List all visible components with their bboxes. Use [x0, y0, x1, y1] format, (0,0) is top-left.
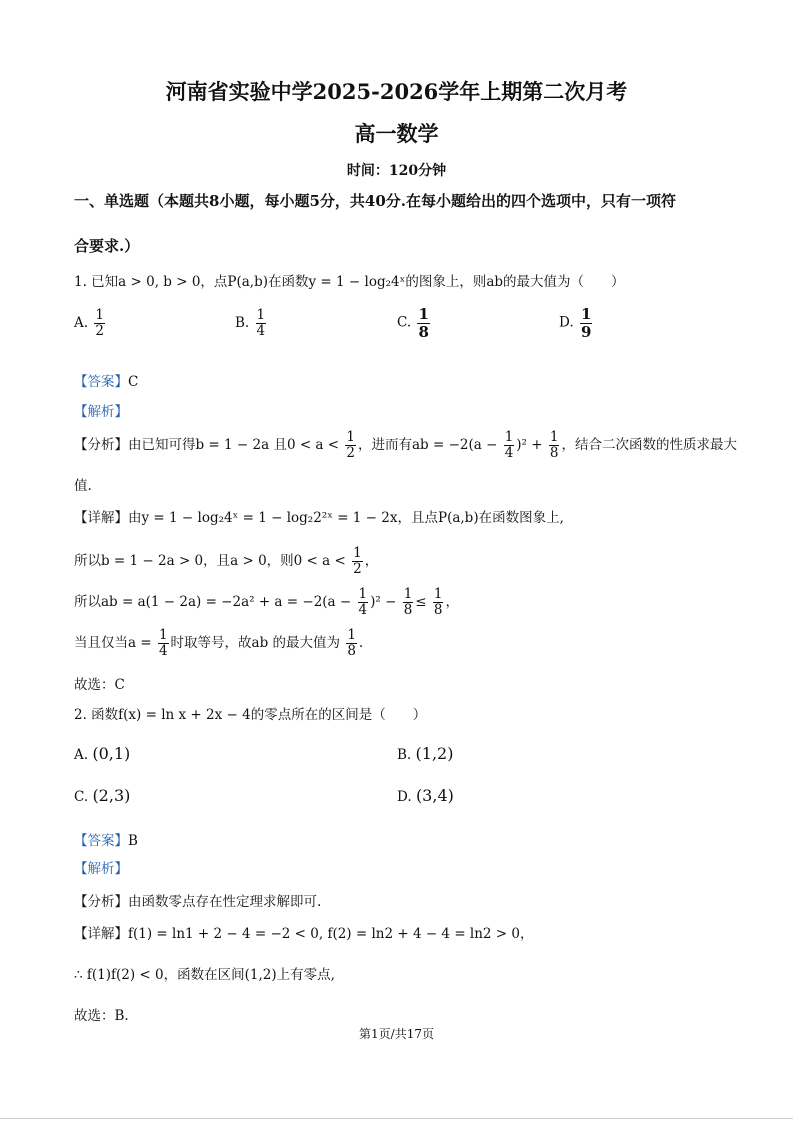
- q2-option-d: D. (3,4): [397, 786, 454, 805]
- exam-title: 河南省实验中学2025-2026学年上期第二次月考: [165, 79, 628, 104]
- q2-fenxi: 【分析】由函数零点存在性定理求解即可.: [74, 894, 322, 910]
- q1-option-d: D. $\frac{1}{9}$: [559, 305, 592, 341]
- page-footer: 第1页/共17页: [359, 1027, 434, 1041]
- q1-fenxi-end: 值.: [74, 478, 92, 494]
- q2-answer: 【答案】B: [74, 833, 138, 849]
- exam-time: 时间：120分钟: [346, 163, 447, 179]
- q2-option-c: C. (2,3): [74, 786, 131, 805]
- q2-stem: 2. 函数f(x) = ln x + 2x − 4的零点所在的区间是（ ）: [74, 707, 427, 723]
- q1-step3: 当且仅当a = $\frac{1}{4}$ 时取等号，故ab 的最大值为 $\frac{1}{8}$ .: [74, 627, 364, 659]
- q1-option-a: A. $\frac{1}{2}$: [74, 307, 104, 339]
- section-heading-line1: 一、单选题（本题共8小题，每小题5分，共40分.在每小题给出的四个选项中，只有一项符: [74, 192, 676, 210]
- q1-fenxi: 【分析】由已知可得b = 1 − 2a 且0 < a < $\frac{1}{2}$ ，进而有ab = −2(a − $\frac{1}{4}$ )² + $\frac{1}{8}$ ，结合二次函数的性质求最大: [74, 429, 737, 461]
- bottom-divider: [0, 1118, 793, 1119]
- q1-option-c: C. $\frac{1}{8}$: [397, 305, 429, 341]
- q1-step2: 所以ab = a(1 − 2a) = −2a² + a = −2(a − $\frac{1}{4}$ )² − $\frac{1}{8}$ ≤ $\frac{1}{8}$ ，: [74, 586, 459, 618]
- q2-conclusion: 故选：B.: [74, 1008, 129, 1024]
- q1-step1: 所以b = 1 − 2a > 0，且a > 0，则0 < a < $\frac{1}{2}$ ，: [74, 545, 379, 577]
- section-heading-line2: 合要求.）: [74, 237, 140, 255]
- q1-conclusion: 故选：C: [74, 677, 125, 693]
- q1-option-b: B. $\frac{1}{4}$: [235, 307, 266, 339]
- q2-analysis-label: 【解析】: [74, 861, 128, 877]
- q1-analysis-label: 【解析】: [74, 404, 128, 420]
- q2-xiangjie: 【详解】f(1) = ln1 + 2 − 4 = −2 < 0, f(2) = ln2 + 4 − 4 = ln2 > 0，: [74, 926, 534, 942]
- q2-step1: ∴ f(1)f(2) < 0，函数在区间(1,2)上有零点,: [74, 967, 335, 983]
- q1-xiangjie: 【详解】由y = 1 − log₂4ˣ = 1 − log₂2²ˣ = 1 − 2x，且点P(a,b)在函数图象上,: [74, 510, 564, 526]
- subject-title: 高一数学: [354, 121, 439, 146]
- q1-answer: 【答案】C: [74, 374, 139, 390]
- q2-option-b: B. (1,2): [397, 744, 454, 763]
- q1-stem: 1. 已知a > 0, b > 0，点P(a,b)在函数y = 1 − log₂4ˣ的图象上，则ab的最大值为（ ）: [74, 274, 625, 290]
- q2-option-a: A. (0,1): [74, 744, 131, 763]
